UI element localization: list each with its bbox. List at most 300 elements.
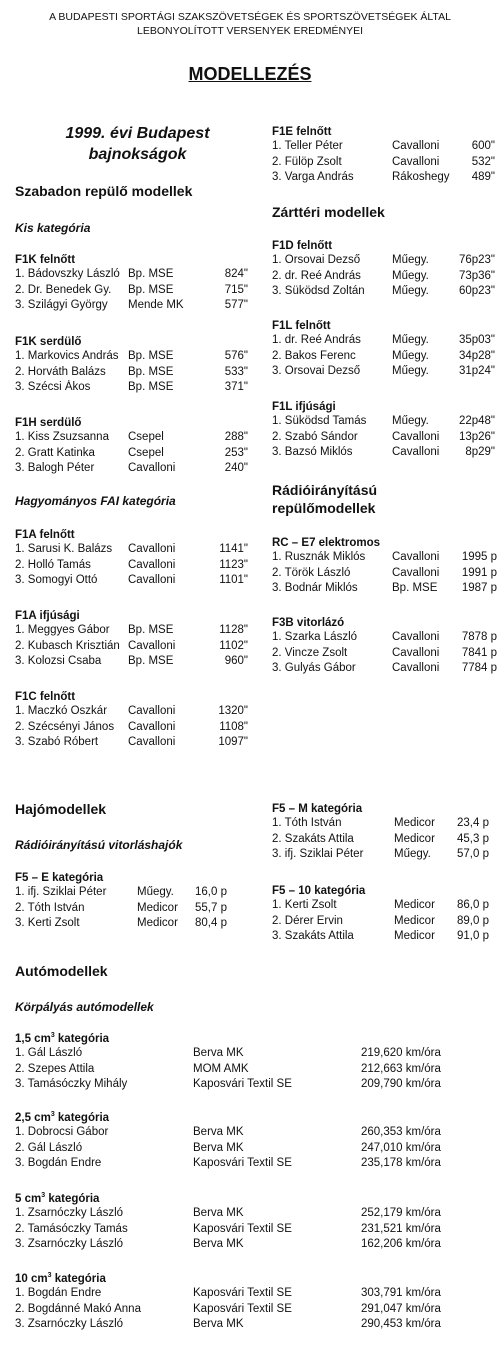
- club-name: Műegy.: [394, 848, 431, 860]
- result-value: 73p36": [458, 269, 495, 282]
- competitor-name: 1. Kerti Zsolt: [272, 899, 337, 911]
- result-group: [15, 610, 248, 670]
- competitor-name: 2. Dérer Ervin: [272, 914, 343, 927]
- competitor-name: 3. Bodnár Miklós: [272, 582, 358, 594]
- competitor-name: 3. Szilágyi György: [15, 299, 108, 311]
- result-group: [272, 126, 495, 186]
- competitor-name: 1. Orsovai Dezső: [272, 254, 361, 266]
- competitor-name: 1. Bádovszky László: [15, 268, 120, 280]
- competitor-name: 3. Kolozsi Csaba: [15, 655, 102, 667]
- result-value: 80,4 p: [195, 917, 227, 929]
- competitor-name: 2. Holló Tamás: [15, 558, 91, 571]
- competitor-name: 3. Balogh Péter: [15, 462, 95, 474]
- result-value: 1102": [219, 639, 248, 652]
- club-name: Bp. MSE: [128, 268, 174, 280]
- result-value: 86,0 p: [457, 899, 489, 911]
- section-rc-line-2: repülőmodellek: [272, 500, 376, 516]
- club-name: Cavalloni: [128, 543, 176, 555]
- club-name: Műegy.: [392, 365, 429, 377]
- result-value: 1101": [219, 574, 248, 586]
- result-group: [15, 872, 227, 932]
- competitor-name: 1. Dobrocsi Gábor: [15, 1126, 109, 1138]
- result-group: [15, 1193, 491, 1253]
- group-title-text: F5 – 10 kategória: [272, 885, 366, 897]
- result-row: [272, 646, 497, 662]
- club-name: Berva MK: [193, 1238, 244, 1250]
- competitor-name: 2. Bogdánné Makó Anna: [15, 1302, 141, 1315]
- result-row: [15, 901, 227, 917]
- result-value: 247,010 km/óra: [361, 1141, 441, 1154]
- result-value: 532": [471, 155, 495, 168]
- section-ship-models: Hajómodellek: [15, 801, 107, 817]
- result-value: 209,790 km/óra: [361, 1078, 441, 1090]
- competitor-name: 2. Bakos Ferenc: [272, 349, 356, 362]
- result-row: [272, 832, 489, 848]
- result-row: [272, 284, 495, 300]
- result-value: 489": [471, 171, 495, 183]
- result-row: [15, 1237, 491, 1253]
- result-row: [272, 929, 489, 945]
- club-name: Cavalloni: [128, 705, 176, 717]
- club-name: Cavalloni: [392, 631, 440, 643]
- result-value: 7878 p: [461, 631, 497, 643]
- group-title-text: F1A felnőtt: [15, 529, 75, 541]
- result-row: [15, 446, 248, 462]
- result-value: 824": [224, 268, 248, 280]
- result-value: 576": [224, 350, 248, 362]
- result-value: 231,521 km/óra: [361, 1222, 441, 1235]
- result-row: [15, 1141, 491, 1157]
- club-name: Cavalloni: [128, 639, 176, 652]
- group-title-text: F1D felnőtt: [272, 240, 333, 252]
- result-value: 235,178 km/óra: [361, 1157, 441, 1169]
- result-value: 1320": [218, 705, 248, 717]
- result-row: [272, 139, 495, 155]
- group-title-text: F1A ifjúsági: [15, 610, 80, 622]
- group-title: [272, 401, 495, 413]
- result-value: 89,0 p: [457, 914, 489, 927]
- group-title-text: F1K felnőtt: [15, 254, 76, 266]
- result-value: 1991 p: [461, 566, 497, 579]
- club-name: Műegy.: [392, 285, 429, 297]
- result-value: 7784 p: [461, 662, 497, 674]
- club-name: Műegy.: [392, 415, 429, 427]
- result-row: [272, 847, 489, 863]
- group-title-text: 10 cm: [15, 1273, 48, 1285]
- club-name: Műegy.: [392, 254, 429, 266]
- result-group: [15, 691, 248, 751]
- club-name: Kaposvári Textil SE: [193, 1222, 292, 1235]
- result-row: [15, 267, 248, 283]
- club-name: Berva MK: [193, 1318, 244, 1330]
- result-value: 1995 p: [461, 551, 497, 563]
- group-title: [15, 610, 248, 622]
- group-title: [15, 336, 248, 348]
- result-row: [272, 630, 497, 646]
- section-rc-line-1: Rádióirányítású: [272, 482, 378, 498]
- result-value: 212,663 km/óra: [361, 1062, 441, 1075]
- competitor-name: 2. Szabó Sándor: [272, 430, 358, 443]
- result-row: [15, 573, 248, 589]
- result-row: [272, 550, 497, 566]
- result-group: [15, 254, 248, 314]
- result-row: [15, 1156, 491, 1172]
- result-value: 240": [224, 462, 248, 474]
- club-name: Berva MK: [193, 1141, 244, 1154]
- club-name: Bp. MSE: [128, 350, 174, 362]
- club-name: Cavalloni: [392, 662, 440, 674]
- group-title-text: F1H serdülő: [15, 417, 82, 429]
- club-name: Medicor: [394, 817, 435, 829]
- result-row: [15, 1206, 491, 1222]
- club-name: Cavalloni: [392, 551, 440, 563]
- section-car-models: Autómodellek: [15, 963, 108, 979]
- result-group: [272, 803, 489, 863]
- competitor-name: 1. Rusznák Miklós: [272, 551, 366, 563]
- result-value: 35p03": [458, 334, 495, 346]
- result-row: [15, 542, 248, 558]
- group-title-text: F1K serdülő: [15, 336, 82, 348]
- competitor-name: 1. Zsarnóczky László: [15, 1207, 124, 1219]
- group-title-text: 5 cm: [15, 1193, 42, 1205]
- result-row: [272, 898, 489, 914]
- group-title-text: 2,5 cm: [15, 1112, 51, 1124]
- result-value: 8p29": [465, 446, 495, 458]
- result-row: [15, 704, 248, 720]
- club-name: Medicor: [137, 901, 178, 914]
- group-title-text: F1C felnőtt: [15, 691, 76, 703]
- club-name: Bp. MSE: [128, 624, 174, 636]
- result-value: 16,0 p: [195, 886, 227, 898]
- result-group: [15, 1112, 491, 1172]
- competitor-name: 2. Vincze Zsolt: [272, 646, 348, 659]
- competitor-name: 3. Gulyás Gábor: [272, 662, 356, 674]
- result-value: 34p28": [458, 349, 495, 362]
- club-name: MOM AMK: [193, 1062, 249, 1075]
- competitor-name: 2. Szakáts Attila: [272, 832, 354, 845]
- group-title: [15, 1112, 491, 1124]
- group-title: [272, 537, 497, 549]
- result-group: [15, 529, 248, 589]
- header-line-1: A BUDAPESTI SPORTÁGI SZAKSZÖVETSÉGEK ÉS SPORTSZÖVETSÉGEK ÁLTAL: [49, 11, 451, 23]
- competitor-name: 2. Gál László: [15, 1141, 83, 1154]
- competitor-name: 2. Horváth Balázs: [15, 365, 106, 378]
- result-row: [15, 735, 248, 751]
- result-row: [15, 1077, 491, 1093]
- group-title: [15, 1193, 491, 1205]
- club-name: Bp. MSE: [128, 381, 174, 393]
- subsection-small-category: Kis kategória: [15, 221, 91, 235]
- group-title-superscript: 3: [50, 1032, 55, 1040]
- group-title: [15, 1273, 491, 1285]
- club-name: Medicor: [394, 930, 435, 942]
- group-title-superscript: 3: [50, 1111, 55, 1119]
- club-name: Cavalloni: [392, 430, 440, 443]
- result-value: 288": [224, 431, 248, 443]
- group-title-text: 1,5 cm: [15, 1033, 51, 1045]
- club-name: Medicor: [394, 899, 435, 911]
- result-row: [15, 349, 248, 365]
- group-title-category: kategória: [45, 1193, 100, 1205]
- result-value: 76p23": [458, 254, 495, 266]
- result-value: 533": [224, 365, 248, 378]
- competitor-name: 2. Török László: [272, 566, 351, 579]
- club-name: Cavalloni: [128, 558, 176, 571]
- result-row: [272, 253, 495, 269]
- result-group: [272, 537, 497, 597]
- group-title: [272, 320, 495, 332]
- result-row: [15, 639, 248, 655]
- group-title: [272, 803, 489, 815]
- result-row: [15, 558, 248, 574]
- result-row: [272, 661, 497, 677]
- group-title: [15, 529, 248, 541]
- result-row: [272, 349, 495, 365]
- competitor-name: 1. Teller Péter: [272, 140, 343, 152]
- group-title: [272, 617, 497, 629]
- club-name: Csepel: [128, 431, 164, 443]
- year-title-line-1: 1999. évi Budapest: [65, 125, 210, 142]
- group-title: [272, 240, 495, 252]
- competitor-name: 3. Szabó Róbert: [15, 736, 99, 748]
- club-name: Kaposvári Textil SE: [193, 1287, 292, 1299]
- result-row: [15, 430, 248, 446]
- group-title-category: kategória: [54, 1033, 110, 1045]
- competitor-name: 2. Gratt Katinka: [15, 446, 95, 459]
- group-title: [15, 254, 248, 266]
- result-value: 577": [224, 299, 248, 311]
- result-row: [272, 269, 495, 285]
- group-title-text: F1L felnőtt: [272, 320, 331, 332]
- competitor-name: 2. Tóth István: [15, 901, 85, 914]
- result-value: 1097": [218, 736, 248, 748]
- club-name: Kaposvári Textil SE: [193, 1078, 292, 1090]
- group-title: [15, 872, 227, 884]
- club-name: Medicor: [394, 914, 435, 927]
- competitor-name: 1. Süködsd Tamás: [272, 415, 367, 427]
- competitor-name: 3. Bogdán Endre: [15, 1157, 102, 1169]
- competitor-name: 1. Tóth István: [272, 817, 342, 829]
- club-name: Cavalloni: [128, 574, 176, 586]
- group-title-text: F3B vitorlázó: [272, 617, 345, 629]
- section-free-flight: Szabadon repülő modellek: [15, 183, 193, 199]
- result-row: [15, 365, 248, 381]
- result-row: [15, 1286, 491, 1302]
- result-value: 291,047 km/óra: [361, 1302, 441, 1315]
- competitor-name: 1. Szarka László: [272, 631, 358, 643]
- result-row: [15, 1062, 491, 1078]
- club-name: Cavalloni: [128, 462, 176, 474]
- club-name: Műegy.: [392, 349, 429, 362]
- club-name: Cavalloni: [392, 566, 440, 579]
- result-value: 22p48": [458, 415, 495, 427]
- result-row: [272, 566, 497, 582]
- competitor-name: 2. Fülöp Zsolt: [272, 155, 342, 168]
- result-row: [15, 1046, 491, 1062]
- result-group: [272, 401, 495, 461]
- result-value: 162,206 km/óra: [361, 1238, 441, 1250]
- competitor-name: 1. Meggyes Gábor: [15, 624, 110, 636]
- result-value: 7841 p: [461, 646, 497, 659]
- result-row: [15, 885, 227, 901]
- result-row: [15, 916, 227, 932]
- result-row: [272, 445, 495, 461]
- competitor-name: 3. Szécsi Ákos: [15, 381, 91, 393]
- club-name: Mende MK: [128, 299, 184, 311]
- competitor-name: 3. Zsarnóczky László: [15, 1238, 124, 1250]
- club-name: Berva MK: [193, 1207, 244, 1219]
- result-value: 13p26": [458, 430, 495, 443]
- club-name: Rákoshegy: [392, 171, 450, 183]
- result-row: [272, 430, 495, 446]
- result-value: 600": [471, 140, 495, 152]
- result-row: [15, 654, 248, 670]
- group-title-text: F1E felnőtt: [272, 126, 332, 138]
- result-value: 31p24": [458, 365, 495, 377]
- competitor-name: 1. Sarusi K. Balázs: [15, 543, 113, 555]
- result-group: [15, 1033, 491, 1093]
- result-row: [15, 1317, 491, 1333]
- club-name: Medicor: [137, 917, 178, 929]
- group-title-superscript: 3: [41, 1192, 46, 1200]
- club-name: Cavalloni: [392, 646, 440, 659]
- competitor-name: 3. Varga András: [272, 171, 354, 183]
- group-title-text: F5 – E kategória: [15, 872, 104, 884]
- club-name: Műegy.: [137, 886, 174, 898]
- competitor-name: 3. Kerti Zsolt: [15, 917, 80, 929]
- competitor-name: 3. Zsarnóczky László: [15, 1318, 124, 1330]
- club-name: Cavalloni: [128, 736, 176, 748]
- club-name: Cavalloni: [392, 140, 440, 152]
- header-line-2: LEBONYOLÍTOTT VERSENYEK EREDMÉNYEI: [136, 25, 363, 37]
- competitor-name: 3. ifj. Sziklai Péter: [272, 848, 364, 860]
- year-title-line-2: bajnokságok: [88, 146, 187, 163]
- result-row: [15, 623, 248, 639]
- club-name: Bp. MSE: [128, 365, 174, 378]
- result-group: [272, 617, 497, 677]
- result-group: [272, 240, 495, 300]
- club-name: Berva MK: [193, 1047, 244, 1059]
- competitor-name: 2. Kubasch Krisztián: [15, 639, 120, 652]
- result-value: 57,0 p: [457, 848, 489, 860]
- competitor-name: 1. Gál László: [15, 1047, 83, 1059]
- result-row: [15, 461, 248, 477]
- competitor-name: 2. Dr. Benedek Gy.: [15, 283, 112, 296]
- result-row: [15, 720, 248, 736]
- result-value: 60p23": [458, 285, 495, 297]
- competitor-name: 1. Maczkó Oszkár: [15, 705, 108, 717]
- result-group: [272, 320, 495, 380]
- group-title-superscript: 3: [47, 1272, 52, 1280]
- subsection-fai-category: Hagyományos FAI kategória: [15, 494, 176, 508]
- club-name: Berva MK: [193, 1126, 244, 1138]
- result-group: [15, 336, 248, 396]
- club-name: Csepel: [128, 446, 164, 459]
- section-indoor: Zárttéri modellek: [272, 204, 385, 220]
- result-group: [15, 417, 248, 477]
- club-name: Medicor: [394, 832, 435, 845]
- group-title-category: kategória: [51, 1273, 106, 1285]
- club-name: Bp. MSE: [128, 283, 174, 296]
- competitor-name: 3. Tamásóczky Mihály: [15, 1078, 128, 1090]
- result-value: 91,0 p: [457, 930, 489, 942]
- result-value: 23,4 p: [457, 817, 489, 829]
- result-value: 1123": [219, 558, 248, 571]
- group-title: [272, 126, 495, 138]
- result-value: 253": [224, 446, 248, 459]
- result-value: 290,453 km/óra: [361, 1318, 441, 1330]
- result-value: 715": [224, 283, 248, 296]
- result-row: [272, 816, 489, 832]
- competitor-name: 1. Markovics András: [15, 350, 119, 362]
- competitor-name: 1. dr. Reé András: [272, 334, 361, 346]
- result-row: [15, 1302, 491, 1318]
- group-title-text: F5 – M kategória: [272, 803, 363, 815]
- subsection-track-cars: Körpályás autómodellek: [15, 1000, 154, 1014]
- result-row: [15, 298, 248, 314]
- competitor-name: 2. Szécsényi János: [15, 720, 115, 733]
- result-row: [272, 170, 495, 186]
- competitor-name: 3. Bazsó Miklós: [272, 446, 353, 458]
- group-title: [15, 417, 248, 429]
- result-value: 1128": [219, 624, 248, 636]
- result-row: [15, 380, 248, 396]
- result-value: 45,3 p: [457, 832, 489, 845]
- result-value: 1141": [219, 543, 248, 555]
- result-value: 252,179 km/óra: [361, 1207, 441, 1219]
- group-title-text: RC – E7 elektromos: [272, 537, 381, 549]
- club-name: Bp. MSE: [392, 582, 438, 594]
- club-name: Cavalloni: [128, 720, 176, 733]
- result-row: [272, 914, 489, 930]
- competitor-name: 3. Szakáts Attila: [272, 930, 354, 942]
- result-row: [272, 364, 495, 380]
- result-row: [15, 283, 248, 299]
- result-value: 219,620 km/óra: [361, 1047, 441, 1059]
- result-group: [15, 1273, 491, 1333]
- competitor-name: 1. Bogdán Endre: [15, 1287, 102, 1299]
- subsection-rc-sailboats: Rádióirányítású vitorláshajók: [15, 838, 183, 852]
- competitor-name: 3. Orsovai Dezső: [272, 365, 361, 377]
- club-name: Műegy.: [392, 269, 429, 282]
- result-value: 960": [224, 655, 248, 667]
- result-row: [272, 414, 495, 430]
- result-row: [272, 155, 495, 171]
- club-name: Kaposvári Textil SE: [193, 1157, 292, 1169]
- club-name: Cavalloni: [392, 446, 440, 458]
- group-title-text: F1L ifjúsági: [272, 401, 336, 413]
- result-value: 1987 p: [461, 582, 497, 594]
- group-title-category: kategória: [54, 1112, 110, 1124]
- group-title: [272, 885, 489, 897]
- group-title: [15, 1033, 491, 1045]
- result-value: 371": [224, 381, 248, 393]
- competitor-name: 1. ifj. Sziklai Péter: [15, 886, 107, 898]
- result-row: [15, 1222, 491, 1238]
- competitor-name: 2. dr. Reé András: [272, 269, 361, 282]
- result-value: 1108": [219, 720, 248, 733]
- page-title: MODELLEZÉS: [188, 64, 312, 84]
- competitor-name: 2. Szepes Attila: [15, 1062, 95, 1075]
- competitor-name: 3. Süködsd Zoltán: [272, 285, 365, 297]
- club-name: Műegy.: [392, 334, 429, 346]
- result-row: [15, 1125, 491, 1141]
- group-title: [15, 691, 248, 703]
- club-name: Cavalloni: [392, 155, 440, 168]
- competitor-name: 1. Kiss Zsuzsanna: [15, 431, 109, 443]
- result-row: [272, 333, 495, 349]
- competitor-name: 2. Tamásóczky Tamás: [15, 1222, 128, 1235]
